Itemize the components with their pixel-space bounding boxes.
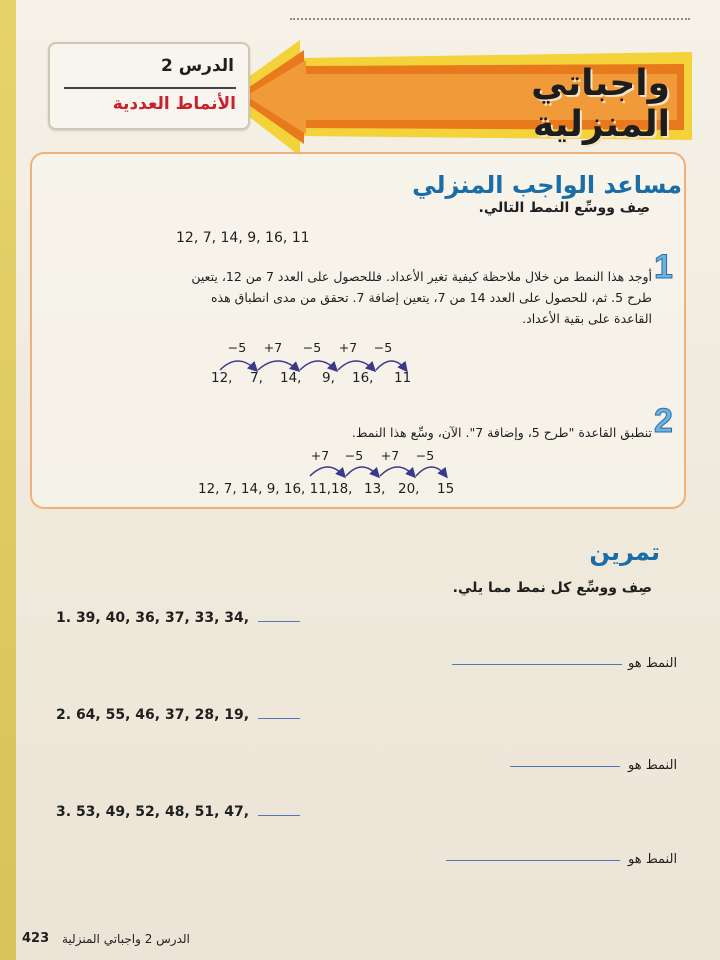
problem-1 [56, 610, 300, 626]
exercise-title: تمرين [589, 538, 660, 566]
problem-blank[interactable] [258, 718, 300, 719]
answer-label-1: النمط هو [628, 656, 678, 671]
banner-title: واجباتي المنزلية [531, 63, 670, 145]
step-1-number: 11 [394, 370, 412, 386]
step-1-badge: 1 [654, 248, 673, 286]
problem-2 [56, 707, 300, 723]
lesson-number: الدرس 2 [160, 56, 234, 76]
step-2-hop-label: +7 [380, 448, 400, 463]
problem-number: 1. [56, 610, 72, 626]
answer-line-1[interactable] [452, 664, 622, 665]
step-1-hop-label: −5 [227, 340, 247, 355]
problem-3 [56, 804, 300, 820]
lesson-topic: الأنماط العددية [112, 94, 236, 114]
step-1-hop-label: −5 [373, 340, 393, 355]
lesson-divider [64, 87, 236, 89]
step-2-hop-label: −5 [415, 448, 435, 463]
problem-blank[interactable] [258, 621, 300, 622]
lesson-label-box [48, 42, 250, 130]
step-1-number: 14, [280, 370, 302, 386]
step-1-number: 16, [352, 370, 374, 386]
answer-label-3: النمط هو [628, 852, 678, 867]
step-1-hop-label: +7 [263, 340, 283, 355]
step-2-badge: 2 [654, 402, 673, 440]
step-2-number: 13, [364, 481, 386, 497]
page-edge-strip [0, 0, 16, 960]
problem-sequence: 64, 55, 46, 37, 28, 19, [75, 707, 250, 723]
helper-instruction: صِف ووسِّع النمط التالي. [478, 200, 650, 216]
step-2-number: 15 [437, 481, 455, 497]
answer-label-2: النمط هو [628, 758, 678, 773]
step-1-hop-label: +7 [338, 340, 358, 355]
step-2-hop-label: +7 [310, 448, 330, 463]
helper-sequence: 12, 7, 14, 9, 16, 11 [176, 230, 310, 246]
step-1-number: 7, [250, 370, 263, 386]
step-2-hop-label: −5 [344, 448, 364, 463]
step-1-text: أوجد هذا النمط من خلال ملاحظة كيفية تغير الأعداد. فللحصول على العدد 7 من 12، يتعين طرح 5. ثم، للحصول على العدد 14 من 7، يتعين إضافة 7. تحقق من مدى انطباق هذه القاعدة على بقية الأعداد. [191, 269, 652, 326]
helper-title: مساعد الواجب المنزلي [412, 171, 682, 199]
step-1-hop-label: −5 [302, 340, 322, 355]
step-2-text: تنطبق القاعدة "طرح 5، وإضافة 7". الآن، وسِّع هذا النمط. [351, 425, 652, 440]
problem-number: 2. [56, 707, 72, 723]
answer-line-2[interactable] [510, 766, 620, 767]
top-dotted-rule [290, 18, 690, 20]
problem-sequence: 39, 40, 36, 37, 33, 34, [75, 610, 250, 626]
step-2-number: 18, [331, 481, 353, 497]
step-2-number: 20, [398, 481, 420, 497]
step-2-given-sequence: 12, 7, 14, 9, 16, 11, [198, 481, 332, 497]
step-1-number: 9, [322, 370, 335, 386]
answer-line-3[interactable] [446, 860, 620, 861]
problem-number: 3. [56, 804, 72, 820]
problem-blank[interactable] [258, 815, 300, 816]
page-number: 423 [22, 931, 50, 946]
problem-sequence: 53, 49, 52, 48, 51, 47, [75, 804, 250, 820]
exercise-instruction: صِف ووسِّع كل نمط مما يلي. [452, 580, 652, 596]
step-1-number: 12, [211, 370, 233, 386]
footer-text: الدرس 2 واجباتي المنزلية [62, 932, 190, 946]
